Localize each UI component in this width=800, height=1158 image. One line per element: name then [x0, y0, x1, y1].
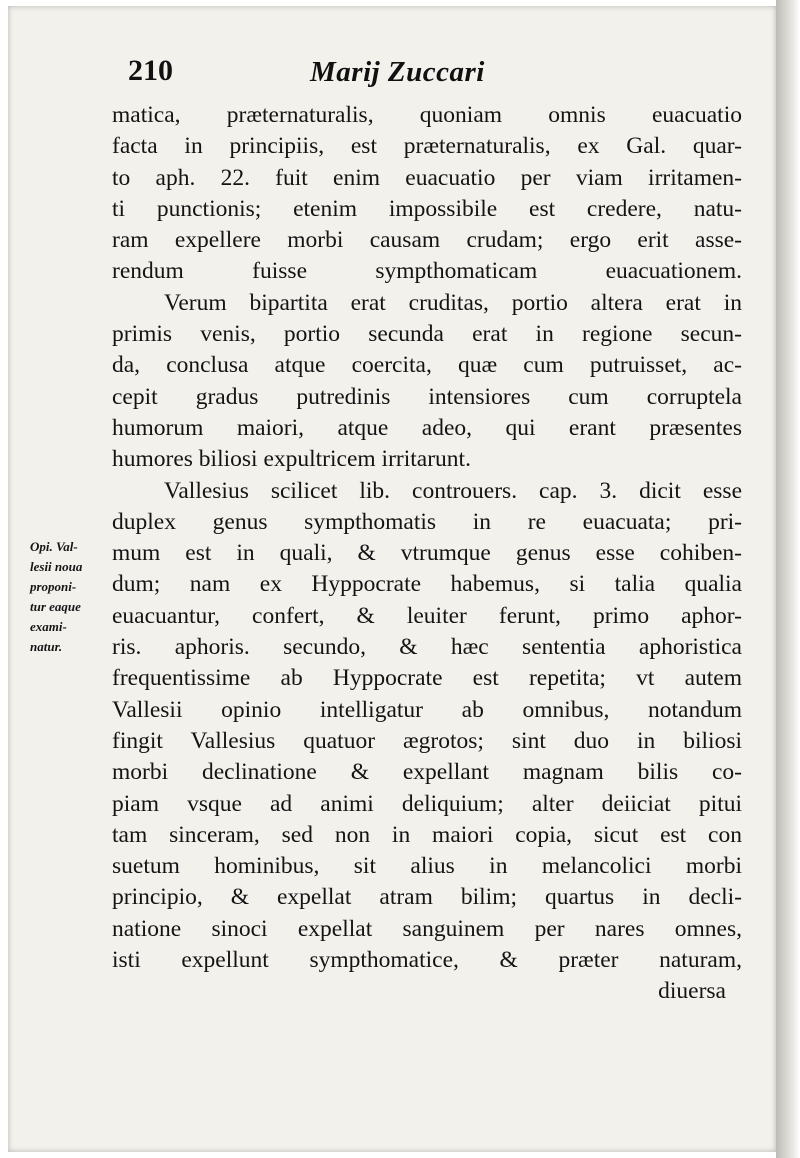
text-line: ram expellere morbi causam crudam; ergo erit asse-: [112, 227, 742, 254]
text-line: suetum hominibus, sit alius in melancolici morbi: [112, 853, 742, 880]
marginal-note-line: natur.: [30, 639, 63, 654]
text-line: mum est in quali, & vtrumque genus esse cohiben-: [112, 540, 742, 567]
text-line: ris. aphoris. secundo, & hæc sententia aphoristica: [112, 634, 742, 661]
text-line: ti punctionis; etenim impossibile est credere, natu-: [112, 195, 742, 222]
text-line: Vallesii opinio intelligatur ab omnibus, notandum: [112, 696, 742, 723]
text-line: cepit gradus putredinis intensiores cum corruptela: [112, 383, 742, 410]
text-line: matica, præternaturalis, quoniam omnis euacuatio: [112, 102, 742, 128]
body-text: [112, 100, 742, 1008]
marginal-note-line: tur eaque: [30, 599, 81, 614]
text-line: Verum bipartita erat cruditas, portio altera erat in: [164, 289, 742, 316]
text-line: humores biliosi expultricem irritarunt.: [112, 446, 471, 473]
catchword: diuersa: [658, 978, 726, 1005]
text-line: Vallesius scilicet lib. controuers. cap. 3. dicit esse: [164, 477, 742, 504]
marginal-note: [30, 537, 118, 657]
text-line: rendum fuisse sympthomaticam euacuationem.: [112, 258, 742, 285]
marginal-note-line: lesii noua: [30, 559, 83, 574]
text-line: dum; nam ex Hyppocrate habemus, si talia qualia: [112, 571, 742, 598]
text-line: isti expellunt sympthomatice, & præter naturam,: [112, 947, 742, 974]
page-gutter: [776, 0, 800, 1158]
page-header: [128, 54, 728, 94]
running-head: Marij Zuccari: [310, 56, 485, 88]
text-line: euacuantur, confert, & leuiter ferunt, primo aphor-: [112, 602, 742, 629]
text-line: principio, & expellat atram bilim; quartus in decli-: [112, 884, 742, 911]
marginal-note-line: proponi-: [30, 579, 77, 594]
page-number: 210: [128, 54, 173, 87]
text-line: piam vsque ad animi deliquium; alter deiiciat pitui: [112, 790, 742, 817]
text-line: frequentissime ab Hyppocrate est repetita; vt autem: [112, 665, 742, 692]
text-line: facta in principiis, est præternaturalis, ex Gal. quar-: [112, 133, 742, 160]
marginal-note-line: exami-: [30, 619, 67, 634]
text-line: da, conclusa atque coercita, quæ cum putruisset, ac-: [112, 352, 742, 379]
text-line: duplex genus sympthomatis in re euacuata; pri-: [112, 508, 742, 535]
text-line: tam sinceram, sed non in maiori copia, sicut est con: [112, 821, 742, 848]
text-line: primis venis, portio secunda erat in regione secun-: [112, 321, 742, 348]
text-line: to aph. 22. fuit enim euacuatio per viam irritamen-: [112, 164, 742, 191]
marginal-note-line: Opi. Val-: [30, 539, 78, 554]
text-line: humorum maiori, atque adeo, qui erant præsentes: [112, 414, 742, 441]
text-line: natione sinoci expellat sanguinem per nares omnes,: [112, 915, 742, 942]
text-line: fingit Vallesius quatuor ægrotos; sint duo in biliosi: [112, 727, 742, 754]
text-line: morbi declinatione & expellant magnam bilis co-: [112, 759, 742, 786]
